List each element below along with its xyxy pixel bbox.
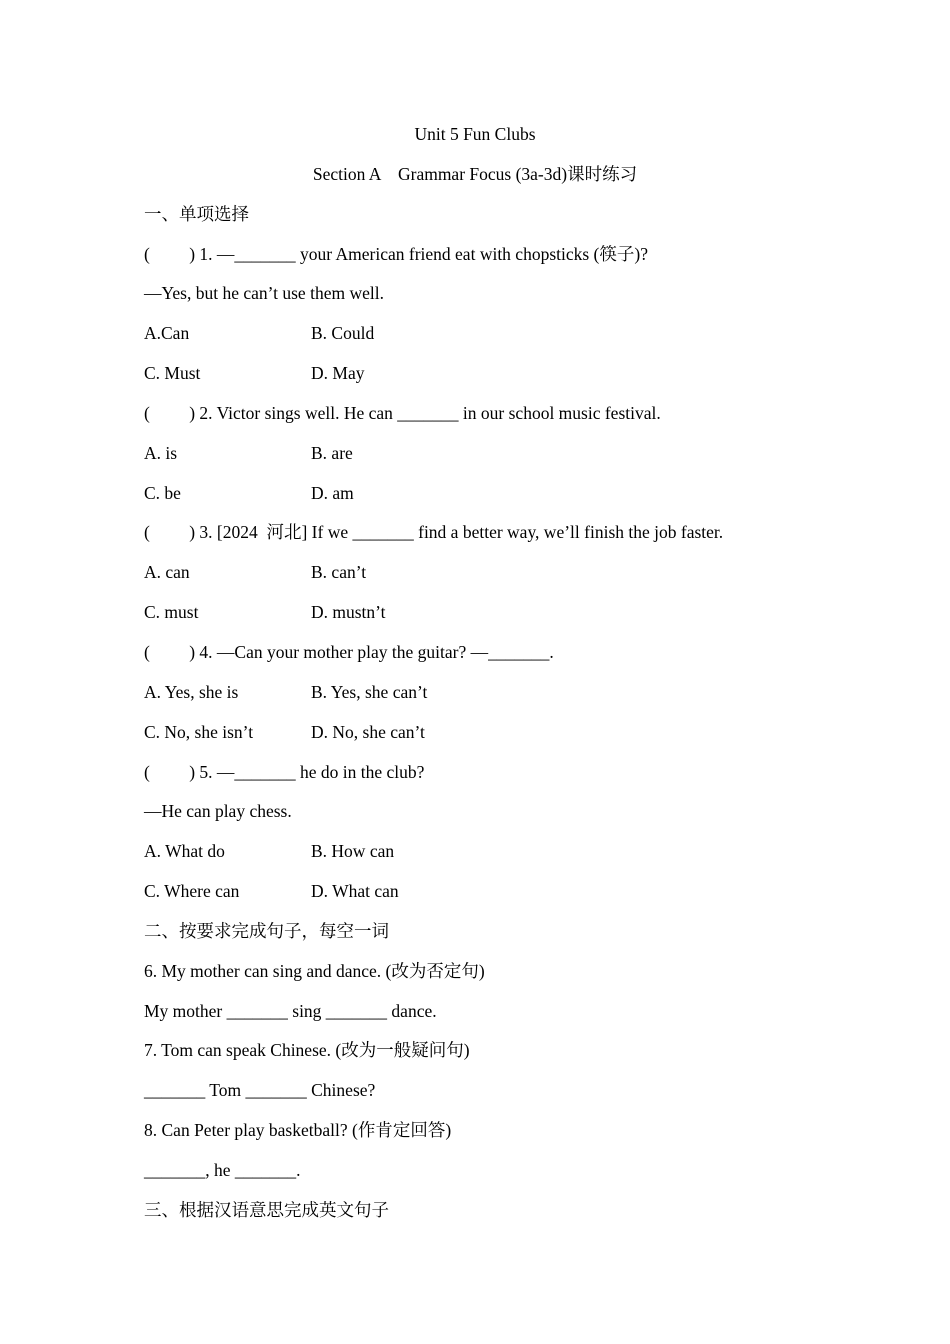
option-b: B. How can [311, 841, 395, 862]
option-b: B. can’t [311, 562, 367, 583]
question-2: ( ) 2. Victor sings well. He can _______ in our school music festival. [144, 402, 661, 423]
question-3: ( ) 3. [2024 河北] If we _______ find a better way, we’ll finish the job faster. [144, 522, 724, 543]
options-row [144, 314, 824, 354]
question-4: ( ) 4. —Can your mother play the guitar? —_______. [144, 641, 554, 662]
option-b: B. Yes, she can’t [311, 681, 428, 702]
option-c: C. No, she isn’t [144, 721, 254, 742]
question-5: ( ) 5. —_______ he do in the club? [144, 761, 425, 782]
option-b: B. are [311, 442, 353, 463]
option-a: A. can [144, 562, 190, 583]
options-row [144, 354, 824, 394]
option-d: D. May [311, 363, 365, 384]
section-heading-3: 三、根据汉语意思完成英文句子 [144, 1199, 389, 1220]
section-heading-2: 二、按要求完成句子，每空一词 [144, 920, 389, 941]
option-a: A.Can [144, 323, 190, 344]
options-row [144, 673, 824, 713]
question-5-reply: —He can play chess. [144, 801, 292, 822]
option-a: A. is [144, 442, 178, 463]
option-d: D. What can [311, 881, 399, 902]
question-8: 8. Can Peter play basketball? (作肯定回答) [144, 1120, 452, 1141]
question-7: 7. Tom can speak Chinese. (改为一般疑问句) [144, 1040, 470, 1061]
question-7-answer: _______ Tom _______ Chinese? [144, 1080, 376, 1101]
question-6: 6. My mother can sing and dance. (改为否定句) [144, 960, 485, 981]
question-6-answer: My mother _______ sing _______ dance. [144, 1000, 437, 1021]
options-row [144, 593, 824, 633]
options-row [144, 474, 824, 514]
option-c: C. be [144, 482, 181, 503]
option-c: C. Must [144, 363, 201, 384]
page-subtitle: Section A Grammar Focus (3a-3d)课时练习 [312, 163, 638, 184]
options-row [144, 832, 824, 872]
question-8-answer: _______, he _______. [144, 1159, 301, 1180]
option-d: D. No, she can’t [311, 721, 425, 742]
options-row [144, 553, 824, 593]
option-c: C. must [144, 602, 199, 623]
options-row [144, 872, 824, 912]
option-b: B. Could [311, 323, 375, 344]
option-c: C. Where can [144, 881, 240, 902]
options-row [144, 434, 824, 474]
worksheet [144, 115, 824, 1231]
option-d: D. am [311, 482, 354, 503]
question-1-reply: —Yes, but he can’t use them well. [144, 283, 384, 304]
option-a: A. What do [144, 841, 225, 862]
section-heading-1: 一、单项选择 [144, 203, 249, 224]
option-d: D. mustn’t [311, 602, 386, 623]
question-1: ( ) 1. —_______ your American friend eat with chopsticks (筷子)? [144, 243, 648, 264]
page-title: Unit 5 Fun Clubs [414, 124, 536, 144]
options-row [144, 713, 824, 753]
option-a: A. Yes, she is [144, 681, 239, 702]
